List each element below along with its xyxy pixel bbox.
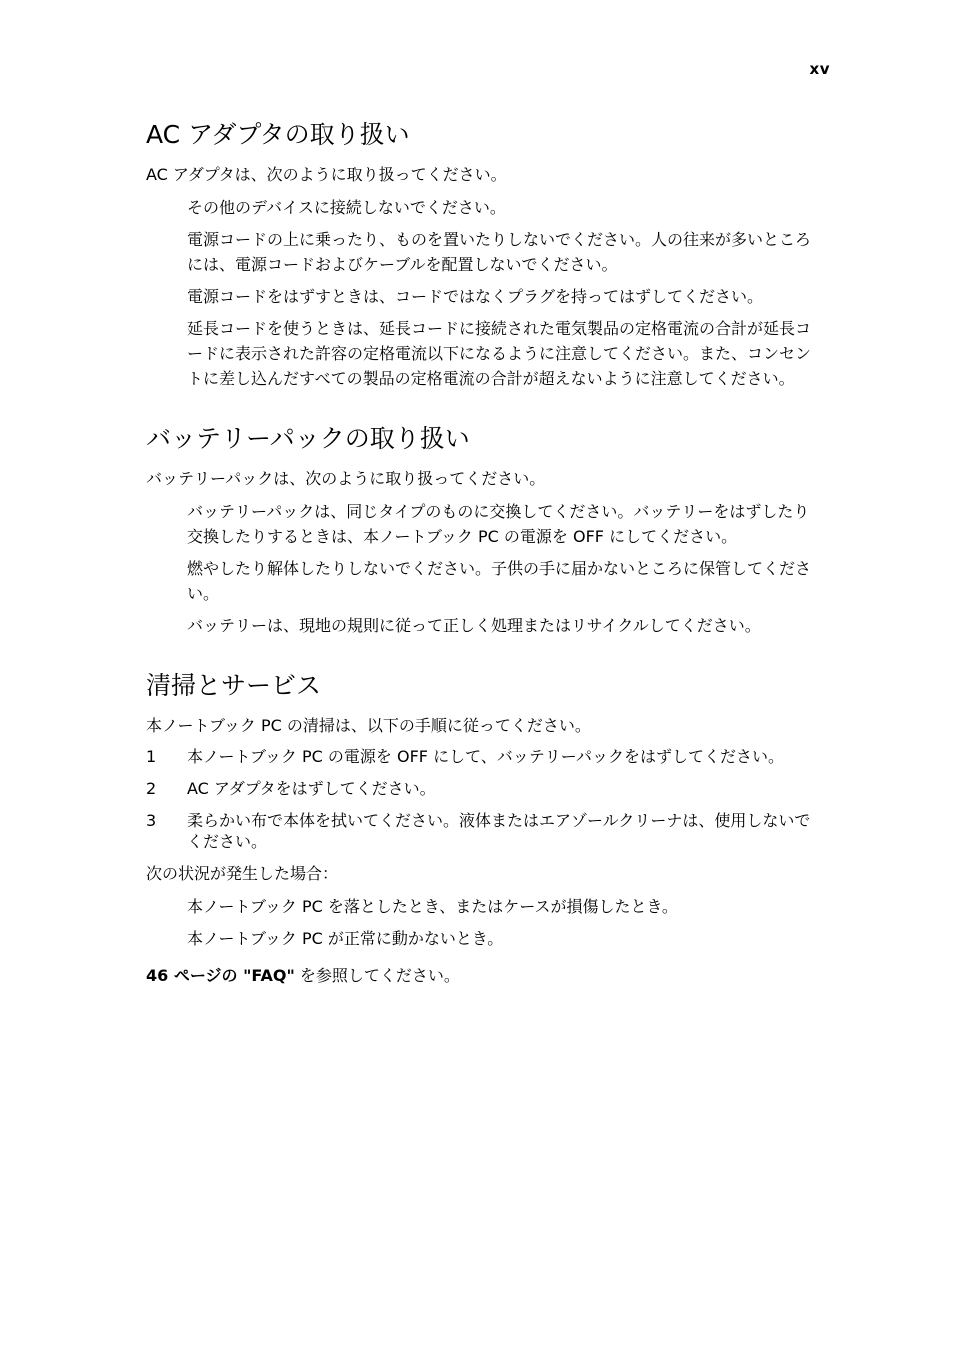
faq-link[interactable]: 46 ページの "FAQ"	[146, 966, 295, 985]
section-title-ac-adapter: AC アダプタの取り扱い	[146, 120, 410, 149]
list-item: その他のデバイスに接続しないでください。	[187, 198, 506, 217]
section-ac-adapter	[146, 118, 826, 391]
list-item: バッテリーパックは、同じタイプのものに交換してください。バッテリーをはずしたり交換したりするときは、本ノートブック PC の電源を OFF にしてください。	[187, 502, 810, 546]
section-title-cleaning: 清掃とサービス	[146, 671, 322, 700]
list-item: 本ノートブック PC が正常に動かないとき。	[187, 929, 504, 948]
list-item: 本ノートブック PC を落としたとき、またはケースが損傷したとき。	[187, 897, 678, 916]
page-content	[146, 118, 826, 1018]
section-intro: AC アダプタは、次のように取り扱ってください。	[146, 165, 507, 184]
step-text: 柔らかい布で本体を拭いてください。液体またはエアゾールクリーナは、使用しないでください。	[187, 811, 811, 851]
section-intro: バッテリーパックは、次のように取り扱ってください。	[146, 469, 546, 488]
list-item: バッテリーは、現地の規則に従って正しく処理またはリサイクルしてください。	[187, 616, 761, 635]
numbered-step	[146, 746, 826, 767]
section-title-battery: バッテリーパックの取り扱い	[146, 424, 470, 453]
step-number: 1	[146, 747, 157, 766]
section-cleaning	[146, 669, 826, 987]
list-item: 燃やしたり解体したりしないでください。子供の手に届かないところに保管してください。	[187, 559, 812, 603]
list-item: 電源コードをはずすときは、コードではなくプラグを持ってはずしてください。	[187, 287, 764, 306]
faq-reference-text: を参照してください。	[294, 966, 460, 985]
step-number: 2	[146, 779, 157, 798]
step-text: 本ノートブック PC の電源を OFF にして、バッテリーパックをはずしてください。	[187, 747, 784, 766]
list-item: 延長コードを使うときは、延長コードに接続された電気製品の定格電流の合計が延長コードに表示された許容の定格電流以下になるように注意してください。また、コンセントに差し込んだすべての製品の定格電流の合計が超えないように注意してください。	[187, 319, 812, 388]
page-number: xv	[809, 60, 830, 78]
condition-intro: 次の状況が発生した場合：	[146, 864, 339, 883]
list-item: 電源コードの上に乗ったり、ものを置いたりしないでください。人の往来が多いところには、電源コードおよびケーブルを配置しないでください。	[187, 230, 812, 274]
step-text: AC アダプタをはずしてください。	[187, 779, 436, 798]
numbered-step	[146, 778, 826, 799]
step-number: 3	[146, 811, 157, 830]
faq-reference	[146, 965, 826, 987]
section-battery	[146, 422, 826, 638]
section-intro: 本ノートブック PC の清掃は、以下の手順に従ってください。	[146, 716, 591, 735]
numbered-step	[146, 810, 826, 852]
